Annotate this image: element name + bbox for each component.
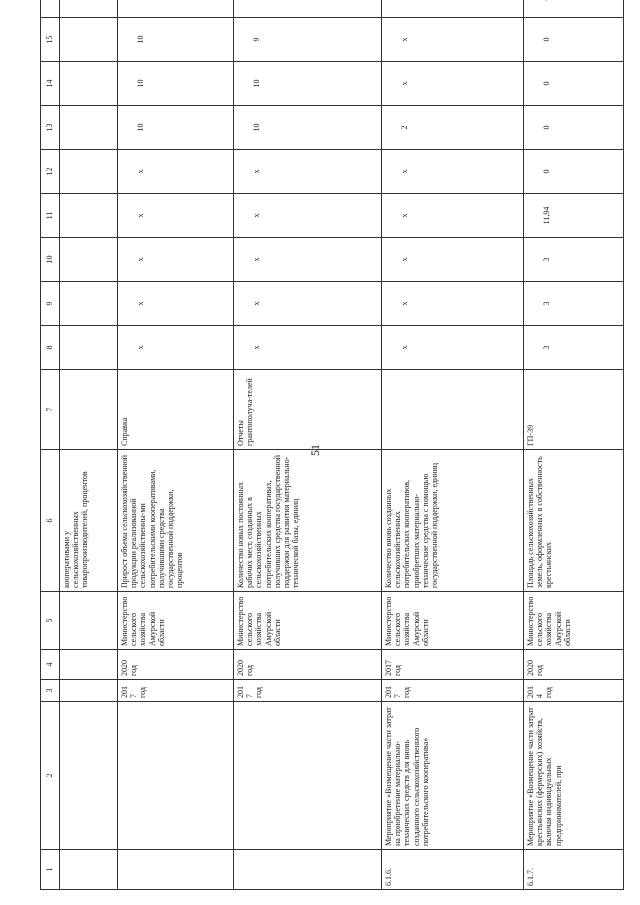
cell-value (60, 0, 118, 18)
cell-indicator: Количество вновь созданных сельскохозяйственных потребительских кооперативов, приобретших материально-технические средства с помощью государственной поддержки, единиц (382, 450, 524, 592)
cell-value: 2 (382, 106, 524, 150)
cell-value: 0 (524, 18, 624, 62)
col-header: 4 (41, 650, 60, 680)
table-row (524, 0, 624, 890)
cell-value (382, 0, 524, 18)
cell-number (60, 850, 118, 890)
cell-value: х (118, 238, 234, 282)
cell-value: х (118, 150, 234, 194)
page-number: 51 (308, 444, 322, 456)
cell-source (60, 370, 118, 450)
col-header: 14 (41, 62, 60, 106)
cell-value: 10 (118, 18, 234, 62)
col-header: 1 (41, 850, 60, 890)
cell-start-year: 2017 год (234, 680, 382, 702)
cell-end-year: 2017 год (382, 650, 524, 680)
cell-source: Справка (118, 370, 234, 450)
cell-end-year (60, 650, 118, 680)
col-header: 12 (41, 150, 60, 194)
cell-value: х (118, 194, 234, 238)
table-wrapper (40, 20, 620, 890)
cell-value: 3 (524, 282, 624, 326)
col-header: 2 (41, 702, 60, 850)
cell-value (118, 0, 234, 18)
cell-measure: Мероприятие «Возмещение части затрат на приобретение материально-технических средств для вновь созданного сельскохозяйственного потребительского кооператива» (382, 702, 524, 850)
cell-value: х (234, 326, 382, 370)
col-header: 3 (41, 680, 60, 702)
cell-value (524, 0, 624, 18)
rotated-table-frame (40, 20, 620, 890)
cell-number: 6.1.7. (524, 850, 624, 890)
cell-value: 3 (524, 238, 624, 282)
cell-value (60, 282, 118, 326)
cell-value: х (382, 150, 524, 194)
cell-value: х (234, 238, 382, 282)
cell-value: х (118, 326, 234, 370)
indicators-table (40, 0, 624, 890)
table-row (234, 0, 382, 890)
cell-value: 10 (118, 62, 234, 106)
cell-value: 0 (524, 62, 624, 106)
col-header (41, 0, 60, 18)
cell-source (382, 370, 524, 450)
cell-number (118, 850, 234, 890)
cell-value: 10 (234, 106, 382, 150)
col-header: 11 (41, 194, 60, 238)
cell-value (60, 194, 118, 238)
cell-value (60, 150, 118, 194)
cell-value (60, 326, 118, 370)
cell-value: х (382, 326, 524, 370)
cell-measure (118, 702, 234, 850)
col-header: 9 (41, 282, 60, 326)
cell-source: ГП-39 (524, 370, 624, 450)
cell-indicator: Прирост объема сельскохозяйственной продукции реализованной сельскохозяйственны-ми потребительскими кооперативами, получившими средства государственной поддержки, процентов (118, 450, 234, 592)
cell-executor: Министерство сельского хозяйства Амурской области (382, 592, 524, 650)
cell-source: Отчеты грантополуча-телей (234, 370, 382, 450)
cell-measure (60, 702, 118, 850)
cell-value: х (118, 282, 234, 326)
header-row (41, 0, 60, 890)
cell-indicator: Площадь сельскохозяйственных земель, оформленных в собственность крестьянских (524, 450, 624, 592)
col-header: 8 (41, 326, 60, 370)
cell-value: х (234, 150, 382, 194)
cell-value (60, 62, 118, 106)
cell-executor: Министерство сельского хозяйства Амурской области (118, 592, 234, 650)
cell-value: х (382, 282, 524, 326)
table-row (382, 0, 524, 890)
cell-end-year: 2020 год (524, 650, 624, 680)
cell-value (60, 18, 118, 62)
cell-executor: Министерство сельского хозяйства Амурской области (524, 592, 624, 650)
col-header: 5 (41, 592, 60, 650)
col-header: 13 (41, 106, 60, 150)
cell-number (234, 850, 382, 890)
cell-value: 10 (118, 106, 234, 150)
cell-end-year: 2020 год (118, 650, 234, 680)
cell-value (234, 0, 382, 18)
cell-value (60, 106, 118, 150)
cell-value: 10 (234, 62, 382, 106)
cell-measure (234, 702, 382, 850)
cell-executor: Министерство сельского хозяйства Амурской области (234, 592, 382, 650)
cell-indicator: Количество новых постоянных рабочих мест, созданных в сельскохозяйственных потребительских кооперативах, получивших средства государственной поддержки для развития материально-технической базы, единиц (234, 450, 382, 592)
cell-value: х (234, 282, 382, 326)
table-row (60, 0, 118, 890)
cell-number: 6.1.6. (382, 850, 524, 890)
col-header: 10 (41, 238, 60, 282)
cell-value: х (382, 62, 524, 106)
cell-start-year: 2017 год (382, 680, 524, 702)
cell-value: х (382, 194, 524, 238)
cell-value (60, 238, 118, 282)
cell-value: 9 (234, 18, 382, 62)
cell-value: х (234, 194, 382, 238)
cell-end-year: 2020 год (234, 650, 382, 680)
cell-start-year: 2014 год (524, 680, 624, 702)
cell-executor (60, 592, 118, 650)
cell-indicator: кооперативами у сельскохозяйственных товаропроизводителей, процентов (60, 450, 118, 592)
cell-value: 0 (524, 150, 624, 194)
cell-start-year (60, 680, 118, 702)
cell-value: 11,94 (524, 194, 624, 238)
cell-value: 3 (524, 326, 624, 370)
cell-value: 0 (524, 106, 624, 150)
cell-value: х (382, 238, 524, 282)
col-header: 7 (41, 370, 60, 450)
col-header: 6 (41, 450, 60, 592)
cell-start-year: 2017 год (118, 680, 234, 702)
cell-value: х (382, 18, 524, 62)
cell-measure: Мероприятие «Возмещение части затрат крестьянских (фермерских) хозяйств, включая индивидуальных предпринимателей, при (524, 702, 624, 850)
col-header: 15 (41, 18, 60, 62)
table-row (118, 0, 234, 890)
